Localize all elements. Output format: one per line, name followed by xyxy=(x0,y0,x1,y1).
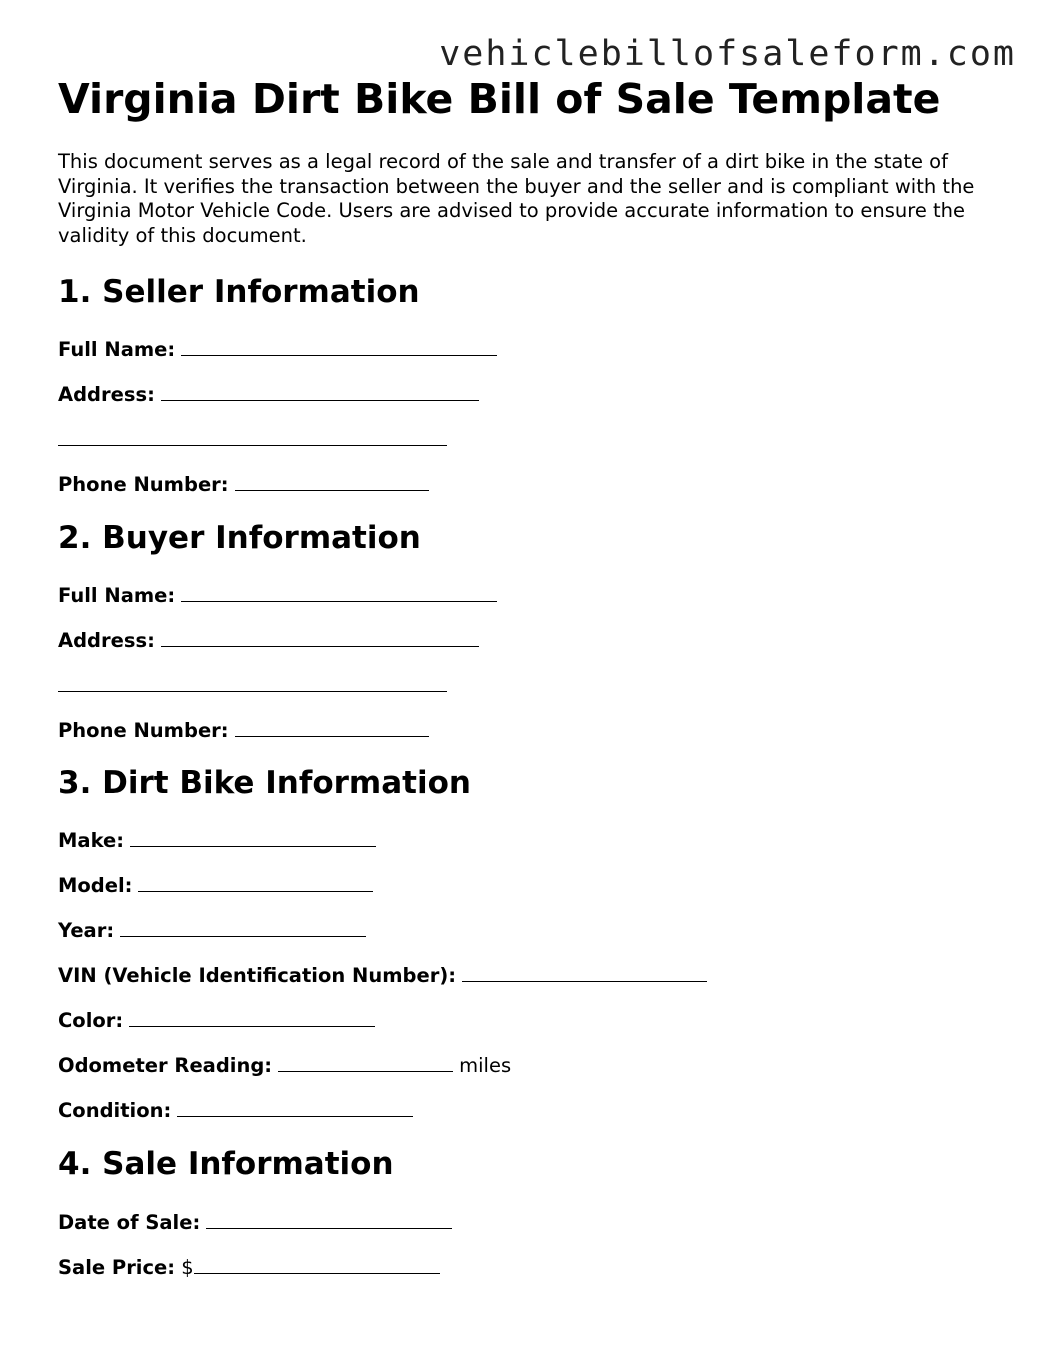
buyer-phone-field xyxy=(58,718,429,743)
sale-date-label: Date of Sale: xyxy=(58,1211,201,1234)
seller-full-name-blank[interactable] xyxy=(181,337,497,356)
bike-model-blank[interactable] xyxy=(138,873,373,892)
buyer-full-name-blank[interactable] xyxy=(181,583,497,602)
bike-condition-field xyxy=(58,1098,413,1123)
intro-paragraph: This document serves as a legal record of the sale and transfer of a dirt bike in the state of Virginia. It verifies the transaction between the buyer and the seller and is compliant with the Virginia Motor Vehicle Code. Users are advised to provide accurate information to ensure the validity of this document. xyxy=(58,150,975,247)
bike-make-field xyxy=(58,828,376,853)
bike-color-field xyxy=(58,1008,375,1033)
seller-full-name-field xyxy=(58,337,497,362)
seller-address-blank[interactable] xyxy=(161,382,479,401)
site-watermark: vehiclebillofsaleform.com xyxy=(439,34,1016,74)
sale-date-blank[interactable] xyxy=(206,1210,452,1229)
bike-vin-blank[interactable] xyxy=(462,963,707,982)
bike-vin-label: VIN (Vehicle Identification Number): xyxy=(58,964,457,987)
bike-make-blank[interactable] xyxy=(130,828,376,847)
seller-phone-field xyxy=(58,472,429,497)
bike-odometer-field xyxy=(58,1053,511,1078)
bike-model-label: Model: xyxy=(58,874,133,897)
buyer-full-name-label: Full Name: xyxy=(58,584,176,607)
bike-odometer-label: Odometer Reading: xyxy=(58,1054,273,1077)
bike-year-blank[interactable] xyxy=(120,918,366,937)
seller-address-label: Address: xyxy=(58,383,155,406)
bike-model-field xyxy=(58,873,373,898)
buyer-full-name-field xyxy=(58,583,497,608)
bike-section-heading: 3. Dirt Bike Information xyxy=(58,765,471,801)
seller-section-heading: 1. Seller Information xyxy=(58,274,420,310)
seller-address-line-2 xyxy=(58,427,447,452)
bike-make-label: Make: xyxy=(58,829,125,852)
bike-condition-blank[interactable] xyxy=(177,1098,413,1117)
sale-price-label: Sale Price: xyxy=(58,1256,176,1279)
buyer-address-label: Address: xyxy=(58,629,155,652)
sale-price-currency: $ xyxy=(181,1256,194,1279)
buyer-address-line-2-blank[interactable] xyxy=(58,673,447,692)
sale-price-blank[interactable] xyxy=(194,1255,440,1274)
buyer-phone-label: Phone Number: xyxy=(58,719,229,742)
bike-odometer-blank[interactable] xyxy=(278,1053,453,1072)
buyer-phone-blank[interactable] xyxy=(235,718,429,737)
bike-color-label: Color: xyxy=(58,1009,124,1032)
buyer-address-line-2 xyxy=(58,673,447,698)
seller-full-name-label: Full Name: xyxy=(58,338,176,361)
buyer-address-blank[interactable] xyxy=(161,628,479,647)
buyer-address-field xyxy=(58,628,479,653)
seller-phone-blank[interactable] xyxy=(235,472,429,491)
bike-year-field xyxy=(58,918,366,943)
seller-phone-label: Phone Number: xyxy=(58,473,229,496)
bike-color-blank[interactable] xyxy=(129,1008,375,1027)
document-title: Virginia Dirt Bike Bill of Sale Template xyxy=(58,75,941,123)
sale-price-field xyxy=(58,1255,440,1280)
seller-address-line-2-blank[interactable] xyxy=(58,427,447,446)
seller-address-field xyxy=(58,382,479,407)
bike-condition-label: Condition: xyxy=(58,1099,172,1122)
buyer-section-heading: 2. Buyer Information xyxy=(58,520,421,556)
bike-year-label: Year: xyxy=(58,919,115,942)
sale-section-heading: 4. Sale Information xyxy=(58,1146,394,1182)
sale-date-field xyxy=(58,1210,452,1235)
bike-odometer-unit: miles xyxy=(459,1054,512,1077)
bike-vin-field xyxy=(58,963,707,988)
